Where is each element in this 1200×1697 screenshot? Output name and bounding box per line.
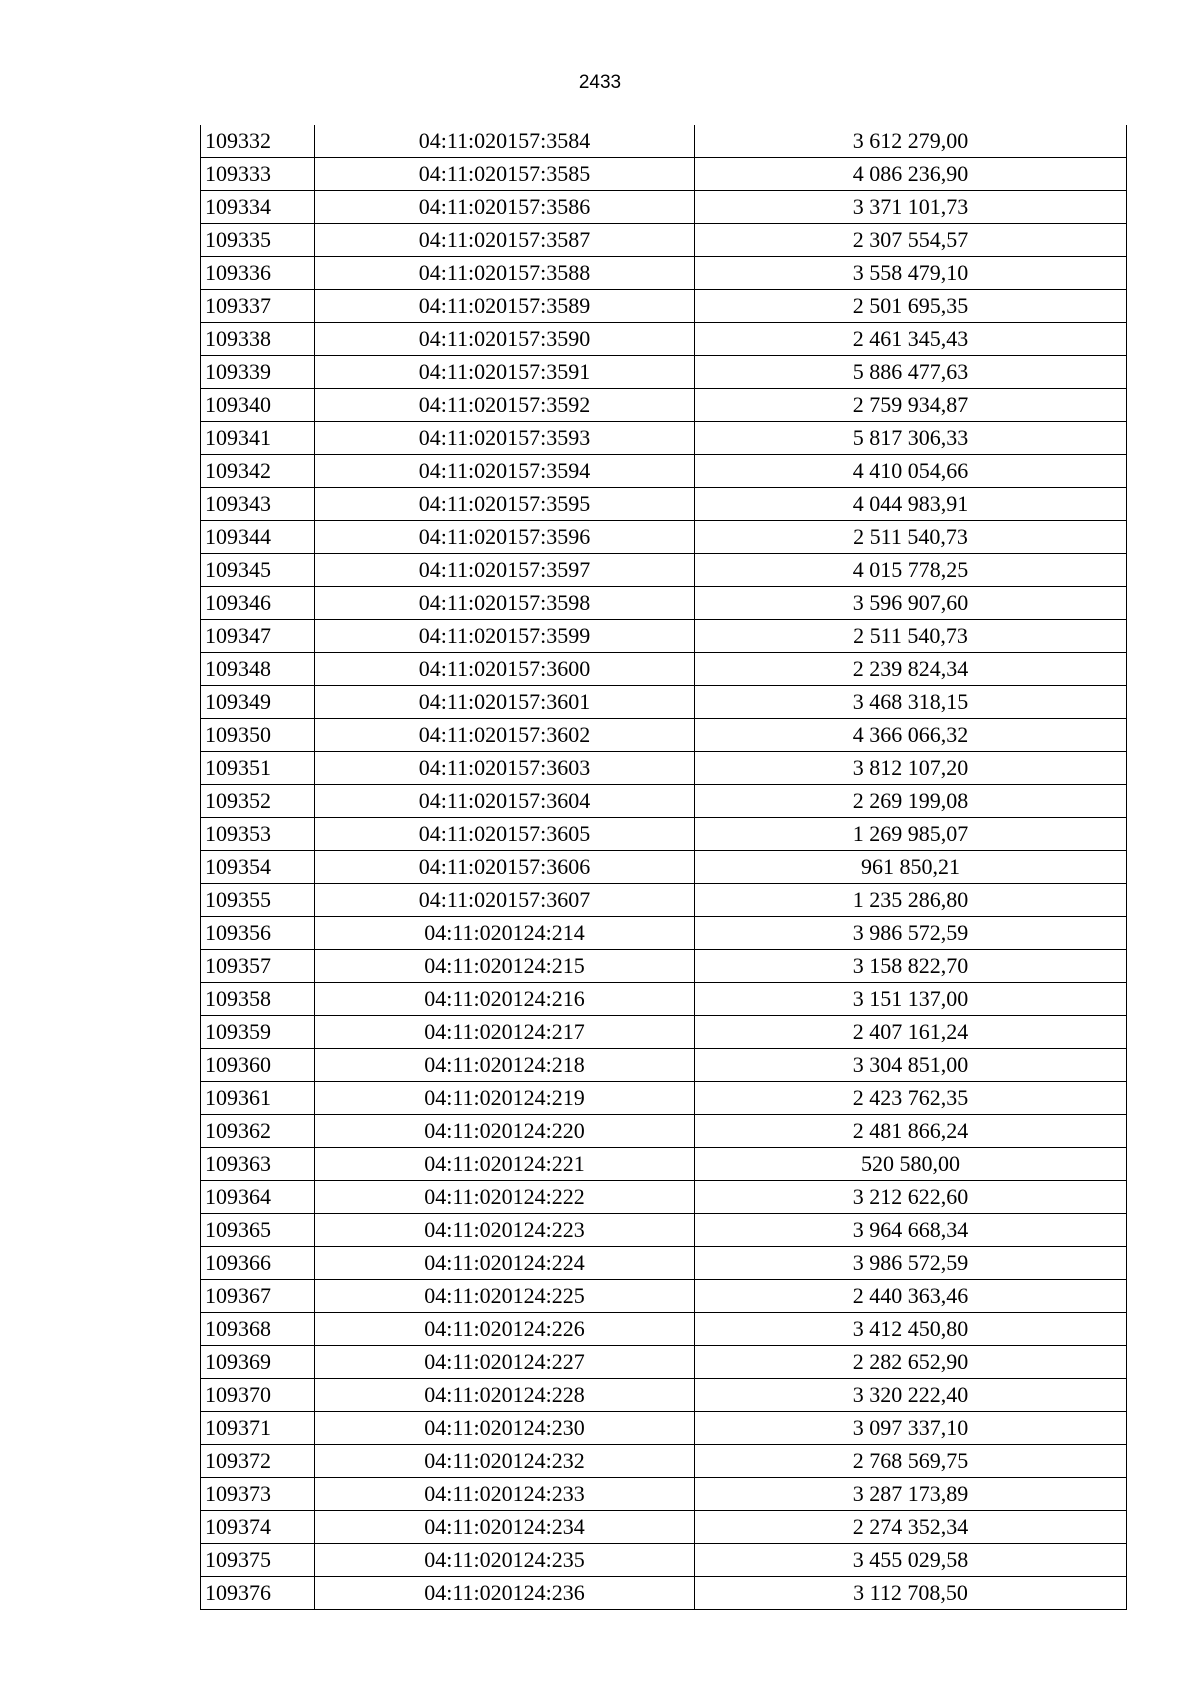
cadastral-number-cell: 04:11:020157:3604 [315, 785, 695, 818]
row-number-cell: 109334 [201, 191, 315, 224]
table-row [201, 917, 1127, 950]
cadastral-value-cell: 3 812 107,20 [695, 752, 1127, 785]
row-number-cell: 109332 [201, 125, 315, 158]
row-number-cell: 109349 [201, 686, 315, 719]
row-number-cell: 109352 [201, 785, 315, 818]
table-row [201, 1544, 1127, 1577]
table-row [201, 983, 1127, 1016]
table-row [201, 1379, 1127, 1412]
table-row [201, 1412, 1127, 1445]
cadastral-value-cell: 4 044 983,91 [695, 488, 1127, 521]
table-row [201, 1214, 1127, 1247]
cadastral-value-cell: 3 986 572,59 [695, 917, 1127, 950]
cadastral-number-cell: 04:11:020157:3596 [315, 521, 695, 554]
table-row [201, 653, 1127, 686]
table-row [201, 1346, 1127, 1379]
cadastral-value-cell: 3 304 851,00 [695, 1049, 1127, 1082]
table-row [201, 1115, 1127, 1148]
cadastral-value-cell: 4 410 054,66 [695, 455, 1127, 488]
table-row [201, 125, 1127, 158]
table-row [201, 884, 1127, 917]
cadastral-value-cell: 2 768 569,75 [695, 1445, 1127, 1478]
table-row [201, 1247, 1127, 1280]
cadastral-value-cell: 3 558 479,10 [695, 257, 1127, 290]
cadastral-value-cell: 3 412 450,80 [695, 1313, 1127, 1346]
row-number-cell: 109346 [201, 587, 315, 620]
cadastral-number-cell: 04:11:020157:3595 [315, 488, 695, 521]
cadastral-number-cell: 04:11:020157:3599 [315, 620, 695, 653]
cadastral-value-cell: 2 407 161,24 [695, 1016, 1127, 1049]
row-number-cell: 109361 [201, 1082, 315, 1115]
cadastral-number-cell: 04:11:020157:3607 [315, 884, 695, 917]
cadastral-value-cell: 1 235 286,80 [695, 884, 1127, 917]
cadastral-number-cell: 04:11:020157:3594 [315, 455, 695, 488]
table-body [201, 125, 1127, 1610]
cadastral-number-cell: 04:11:020157:3602 [315, 719, 695, 752]
table-row [201, 1478, 1127, 1511]
cadastral-number-cell: 04:11:020157:3592 [315, 389, 695, 422]
cadastral-number-cell: 04:11:020124:225 [315, 1280, 695, 1313]
cadastral-value-cell: 1 269 985,07 [695, 818, 1127, 851]
cadastral-number-cell: 04:11:020124:234 [315, 1511, 695, 1544]
cadastral-number-cell: 04:11:020124:236 [315, 1577, 695, 1610]
table-row [201, 686, 1127, 719]
cadastral-value-cell: 961 850,21 [695, 851, 1127, 884]
table-row [201, 554, 1127, 587]
cadastral-number-cell: 04:11:020124:222 [315, 1181, 695, 1214]
row-number-cell: 109341 [201, 422, 315, 455]
cadastral-value-cell: 3 287 173,89 [695, 1478, 1127, 1511]
row-number-cell: 109367 [201, 1280, 315, 1313]
cadastral-value-table [200, 125, 1127, 1610]
row-number-cell: 109370 [201, 1379, 315, 1412]
cadastral-value-cell: 3 371 101,73 [695, 191, 1127, 224]
row-number-cell: 109339 [201, 356, 315, 389]
cadastral-number-cell: 04:11:020157:3584 [315, 125, 695, 158]
cadastral-number-cell: 04:11:020157:3587 [315, 224, 695, 257]
row-number-cell: 109345 [201, 554, 315, 587]
row-number-cell: 109340 [201, 389, 315, 422]
cadastral-number-cell: 04:11:020124:223 [315, 1214, 695, 1247]
cadastral-value-cell: 2 269 199,08 [695, 785, 1127, 818]
table-row [201, 1148, 1127, 1181]
table-row [201, 950, 1127, 983]
cadastral-value-cell: 2 440 363,46 [695, 1280, 1127, 1313]
table-row [201, 1445, 1127, 1478]
cadastral-value-cell: 3 455 029,58 [695, 1544, 1127, 1577]
cadastral-value-cell: 2 282 652,90 [695, 1346, 1127, 1379]
row-number-cell: 109371 [201, 1412, 315, 1445]
table-row [201, 224, 1127, 257]
cadastral-number-cell: 04:11:020157:3593 [315, 422, 695, 455]
cadastral-value-cell: 3 158 822,70 [695, 950, 1127, 983]
cadastral-number-cell: 04:11:020157:3606 [315, 851, 695, 884]
cadastral-number-cell: 04:11:020124:215 [315, 950, 695, 983]
cadastral-value-cell: 5 817 306,33 [695, 422, 1127, 455]
row-number-cell: 109358 [201, 983, 315, 1016]
table-row [201, 158, 1127, 191]
cadastral-number-cell: 04:11:020157:3605 [315, 818, 695, 851]
cadastral-number-cell: 04:11:020124:217 [315, 1016, 695, 1049]
table-row [201, 1082, 1127, 1115]
page-number: 2433 [578, 72, 622, 93]
cadastral-number-cell: 04:11:020124:219 [315, 1082, 695, 1115]
row-number-cell: 109369 [201, 1346, 315, 1379]
table-row [201, 1313, 1127, 1346]
row-number-cell: 109343 [201, 488, 315, 521]
cadastral-number-cell: 04:11:020124:235 [315, 1544, 695, 1577]
table-row [201, 719, 1127, 752]
table-row [201, 1280, 1127, 1313]
row-number-cell: 109375 [201, 1544, 315, 1577]
row-number-cell: 109368 [201, 1313, 315, 1346]
cadastral-value-cell: 3 212 622,60 [695, 1181, 1127, 1214]
row-number-cell: 109364 [201, 1181, 315, 1214]
cadastral-number-cell: 04:11:020157:3603 [315, 752, 695, 785]
row-number-cell: 109351 [201, 752, 315, 785]
row-number-cell: 109357 [201, 950, 315, 983]
cadastral-number-cell: 04:11:020157:3601 [315, 686, 695, 719]
row-number-cell: 109365 [201, 1214, 315, 1247]
table-row [201, 818, 1127, 851]
table-row [201, 488, 1127, 521]
cadastral-value-cell: 4 366 066,32 [695, 719, 1127, 752]
row-number-cell: 109333 [201, 158, 315, 191]
table-row [201, 356, 1127, 389]
cadastral-number-cell: 04:11:020124:221 [315, 1148, 695, 1181]
cadastral-number-cell: 04:11:020124:232 [315, 1445, 695, 1478]
table-row [201, 620, 1127, 653]
cadastral-value-cell: 4 086 236,90 [695, 158, 1127, 191]
table-row [201, 1181, 1127, 1214]
cadastral-value-cell: 3 596 907,60 [695, 587, 1127, 620]
row-number-cell: 109356 [201, 917, 315, 950]
cadastral-number-cell: 04:11:020124:214 [315, 917, 695, 950]
table-row [201, 1016, 1127, 1049]
row-number-cell: 109342 [201, 455, 315, 488]
table-row [201, 455, 1127, 488]
cadastral-number-cell: 04:11:020124:226 [315, 1313, 695, 1346]
cadastral-value-cell: 3 112 708,50 [695, 1577, 1127, 1610]
cadastral-value-cell: 3 097 337,10 [695, 1412, 1127, 1445]
row-number-cell: 109336 [201, 257, 315, 290]
cadastral-value-cell: 2 511 540,73 [695, 620, 1127, 653]
cadastral-number-cell: 04:11:020124:233 [315, 1478, 695, 1511]
cadastral-number-cell: 04:11:020157:3597 [315, 554, 695, 587]
cadastral-value-cell: 2 511 540,73 [695, 521, 1127, 554]
cadastral-value-cell: 520 580,00 [695, 1148, 1127, 1181]
cadastral-value-cell: 2 423 762,35 [695, 1082, 1127, 1115]
table-row [201, 785, 1127, 818]
cadastral-value-cell: 2 481 866,24 [695, 1115, 1127, 1148]
row-number-cell: 109360 [201, 1049, 315, 1082]
row-number-cell: 109372 [201, 1445, 315, 1478]
cadastral-value-cell: 2 307 554,57 [695, 224, 1127, 257]
table-row [201, 851, 1127, 884]
table-row [201, 1577, 1127, 1610]
table-row [201, 323, 1127, 356]
cadastral-number-cell: 04:11:020157:3585 [315, 158, 695, 191]
cadastral-number-cell: 04:11:020157:3600 [315, 653, 695, 686]
row-number-cell: 109363 [201, 1148, 315, 1181]
cadastral-number-cell: 04:11:020124:216 [315, 983, 695, 1016]
row-number-cell: 109353 [201, 818, 315, 851]
cadastral-number-cell: 04:11:020157:3598 [315, 587, 695, 620]
cadastral-value-cell: 3 612 279,00 [695, 125, 1127, 158]
row-number-cell: 109337 [201, 290, 315, 323]
cadastral-value-cell: 3 320 222,40 [695, 1379, 1127, 1412]
row-number-cell: 109350 [201, 719, 315, 752]
row-number-cell: 109335 [201, 224, 315, 257]
table-row [201, 191, 1127, 224]
cadastral-value-cell: 3 468 318,15 [695, 686, 1127, 719]
cadastral-number-cell: 04:11:020124:224 [315, 1247, 695, 1280]
cadastral-number-cell: 04:11:020124:230 [315, 1412, 695, 1445]
cadastral-value-cell: 2 501 695,35 [695, 290, 1127, 323]
row-number-cell: 109347 [201, 620, 315, 653]
row-number-cell: 109348 [201, 653, 315, 686]
table-row [201, 1049, 1127, 1082]
cadastral-number-cell: 04:11:020157:3588 [315, 257, 695, 290]
cadastral-value-cell: 2 461 345,43 [695, 323, 1127, 356]
cadastral-number-cell: 04:11:020124:218 [315, 1049, 695, 1082]
row-number-cell: 109355 [201, 884, 315, 917]
cadastral-number-cell: 04:11:020157:3589 [315, 290, 695, 323]
cadastral-value-cell: 2 274 352,34 [695, 1511, 1127, 1544]
cadastral-number-cell: 04:11:020124:228 [315, 1379, 695, 1412]
row-number-cell: 109373 [201, 1478, 315, 1511]
row-number-cell: 109374 [201, 1511, 315, 1544]
row-number-cell: 109362 [201, 1115, 315, 1148]
table-row [201, 752, 1127, 785]
row-number-cell: 109359 [201, 1016, 315, 1049]
cadastral-number-cell: 04:11:020157:3591 [315, 356, 695, 389]
cadastral-value-cell: 2 759 934,87 [695, 389, 1127, 422]
table-row [201, 521, 1127, 554]
cadastral-value-cell: 4 015 778,25 [695, 554, 1127, 587]
cadastral-number-cell: 04:11:020157:3586 [315, 191, 695, 224]
cadastral-value-cell: 3 151 137,00 [695, 983, 1127, 1016]
cadastral-number-cell: 04:11:020157:3590 [315, 323, 695, 356]
table-row [201, 257, 1127, 290]
row-number-cell: 109354 [201, 851, 315, 884]
table-row [201, 587, 1127, 620]
row-number-cell: 109344 [201, 521, 315, 554]
row-number-cell: 109338 [201, 323, 315, 356]
cadastral-number-cell: 04:11:020124:220 [315, 1115, 695, 1148]
table-row [201, 290, 1127, 323]
row-number-cell: 109376 [201, 1577, 315, 1610]
cadastral-number-cell: 04:11:020124:227 [315, 1346, 695, 1379]
cadastral-value-cell: 2 239 824,34 [695, 653, 1127, 686]
row-number-cell: 109366 [201, 1247, 315, 1280]
cadastral-value-cell: 5 886 477,63 [695, 356, 1127, 389]
table-row [201, 422, 1127, 455]
table-row [201, 389, 1127, 422]
cadastral-value-cell: 3 986 572,59 [695, 1247, 1127, 1280]
table-row [201, 1511, 1127, 1544]
cadastral-value-cell: 3 964 668,34 [695, 1214, 1127, 1247]
